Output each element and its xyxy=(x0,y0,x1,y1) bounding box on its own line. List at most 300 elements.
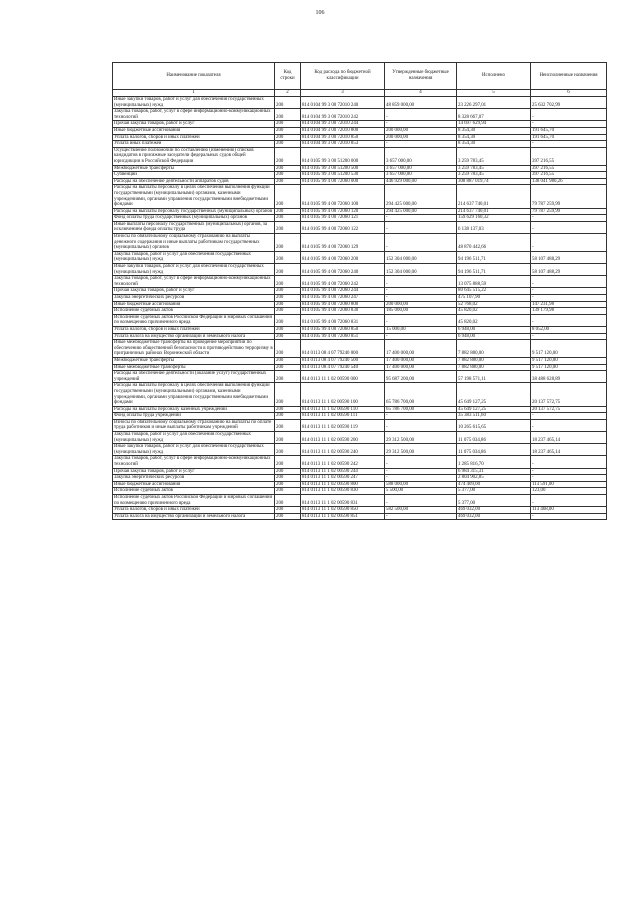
row-unexecuted-amount: 397 216,55 xyxy=(531,165,607,172)
table-row xyxy=(113,141,607,148)
row-indicator-name: Фонд оплаты труда государственных (муниципальных) органов xyxy=(113,215,275,222)
row-unexecuted-amount: 9 517 120,00 xyxy=(531,364,607,371)
column-number: 1 xyxy=(113,90,275,97)
row-budget-code: 814 0104 99 3 00 72010 244 xyxy=(301,121,385,128)
row-indicator-name: Иные межбюджетные трансферты xyxy=(113,364,275,371)
column-number: 2 xyxy=(275,90,301,97)
row-indicator-name: Иные выплаты персоналу государственных (муниципальных) органов, за исключением фонда оплаты труда xyxy=(113,221,275,233)
row-executed-amount: 7 882 880,00 xyxy=(457,357,531,364)
row-budget-code: 814 0105 99 4 00 72060 240 xyxy=(301,264,385,276)
row-executed-amount: 45 649 127,25 xyxy=(457,406,531,413)
table-row xyxy=(113,251,607,263)
row-line-code: 200 xyxy=(275,185,301,208)
row-budget-code: 814 0113 11 1 02 00590 800 xyxy=(301,481,385,488)
row-approved-amount: 588 000,00 xyxy=(385,481,457,488)
table-row xyxy=(113,371,607,383)
row-indicator-name: Взносы по обязательному социальному страхованию на выплаты по оплате труда работников и иные выплаты работникам учреждений xyxy=(113,419,275,431)
row-budget-code: 814 0113 11 1 02 00590 850 xyxy=(301,507,385,514)
row-indicator-name: Уплата иных платежей xyxy=(113,141,275,148)
row-indicator-name: Иные закупки товаров, работ и услуг для обеспечения государственных (муниципальных) нужд xyxy=(113,264,275,276)
row-unexecuted-amount: 113 468,00 xyxy=(531,507,607,514)
row-budget-code: 814 0105 99 4 00 72060 242 xyxy=(301,276,385,288)
row-unexecuted-amount: - xyxy=(531,234,607,252)
row-line-code: 200 xyxy=(275,221,301,233)
row-unexecuted-amount: 20 137 572,75 xyxy=(531,406,607,413)
row-budget-code: 814 0113 11 1 02 00590 244 xyxy=(301,468,385,475)
row-unexecuted-amount: 79 787 259,99 xyxy=(531,185,607,208)
row-executed-amount: 45 820,02 xyxy=(457,308,531,315)
row-budget-code: 814 0113 11 1 02 00590 119 xyxy=(301,419,385,431)
row-budget-code: 814 0105 99 4 00 72060 244 xyxy=(301,288,385,295)
table-row xyxy=(113,127,607,134)
row-approved-amount: 17 400 000,00 xyxy=(385,340,457,358)
row-budget-code: 814 0113 11 1 02 00590 851 xyxy=(301,513,385,520)
table-row xyxy=(113,488,607,495)
row-indicator-name: Уплата налогов, сборов и иных платежей xyxy=(113,507,275,514)
row-line-code: 200 xyxy=(275,340,301,358)
row-budget-code: 814 0104 99 3 00 72010 800 xyxy=(301,127,385,134)
table-row xyxy=(113,308,607,315)
table-row xyxy=(113,215,607,222)
row-approved-amount: 17 400 000,00 xyxy=(385,364,457,371)
row-approved-amount: - xyxy=(385,314,457,326)
row-executed-amount: 475 107,90 xyxy=(457,295,531,302)
table-row xyxy=(113,495,607,507)
row-indicator-name: Расходы на выплаты персоналу казенных учреждений xyxy=(113,406,275,413)
row-indicator-name: Прочая закупка товаров, работ и услуг xyxy=(113,288,275,295)
row-unexecuted-amount: 8 052,00 xyxy=(531,326,607,333)
table-row xyxy=(113,301,607,308)
row-unexecuted-amount: - xyxy=(531,456,607,468)
row-line-code: 200 xyxy=(275,251,301,263)
row-indicator-name: Иные межбюджетные трансферты на проведение мероприятий по обеспечению общественной безопасности в противодействию терроризму в приграничных районах Воронежской области xyxy=(114,340,273,357)
row-line-code: 200 xyxy=(275,456,301,468)
row-line-code: 200 xyxy=(275,288,301,295)
row-line-code: 200 xyxy=(275,475,301,482)
row-budget-code: 814 0105 99 4 00 72060 120 xyxy=(301,208,385,215)
row-unexecuted-amount: - xyxy=(531,475,607,482)
row-executed-amount: 23 226 297,01 xyxy=(457,97,531,109)
row-line-code: 200 xyxy=(275,276,301,288)
row-executed-amount: 45 649 127,25 xyxy=(457,383,531,406)
row-indicator-name: Уплата налога на имущество организаций и земельного налога xyxy=(113,333,275,340)
row-executed-amount: 3 259 783,45 xyxy=(457,165,531,172)
row-approved-amount: 95 687 200,00 xyxy=(385,371,457,383)
row-approved-amount: 65 786 700,00 xyxy=(385,383,457,406)
row-approved-amount: - xyxy=(385,215,457,222)
row-executed-amount: 7 882 880,00 xyxy=(457,364,531,371)
row-indicator-name: Уплата налогов, сборов и иных платежей xyxy=(113,326,275,333)
row-line-code: 200 xyxy=(275,172,301,179)
row-approved-amount: 294 425 000,00 xyxy=(385,185,457,208)
row-line-code: 200 xyxy=(275,264,301,276)
table-row xyxy=(113,208,607,215)
row-budget-code: 814 0113 11 1 02 00590 000 xyxy=(301,371,385,383)
row-executed-amount: 3 259 783,45 xyxy=(457,147,531,165)
table-row xyxy=(113,185,607,208)
row-line-code: 200 xyxy=(275,234,301,252)
row-indicator-name: Иные бюджетные ассигнования xyxy=(113,301,275,308)
row-budget-code: 814 0113 08 4 07 79240 500 xyxy=(301,357,385,364)
row-unexecuted-amount: - xyxy=(531,314,607,326)
row-line-code: 200 xyxy=(275,432,301,444)
row-line-code: 200 xyxy=(275,215,301,222)
row-approved-amount: 29 312 500,00 xyxy=(385,444,457,456)
row-budget-code: 814 0105 99 4 00 72060 830 xyxy=(301,308,385,315)
row-approved-amount: - xyxy=(385,276,457,288)
row-budget-code: 814 0105 99 4 00 72060 121 xyxy=(301,215,385,222)
table-body xyxy=(113,97,607,520)
row-approved-amount: 3 657 000,00 xyxy=(385,172,457,179)
row-approved-amount: 5 500,00 xyxy=(385,488,457,495)
row-indicator-name: Иные закупки товаров, работ и услуг для обеспечения государственных (муниципальных) нужд xyxy=(113,97,275,109)
table-row xyxy=(113,456,607,468)
row-executed-amount: 6 138 137,03 xyxy=(457,221,531,233)
row-budget-code: 814 0104 99 3 00 72010 853 xyxy=(301,141,385,148)
row-unexecuted-amount: 138 041 980,26 xyxy=(531,178,607,185)
table-row xyxy=(113,326,607,333)
row-executed-amount: 35 383 511,60 xyxy=(457,413,531,420)
row-approved-amount: - xyxy=(385,413,457,420)
row-approved-amount: 200 000,00 xyxy=(385,127,457,134)
row-approved-amount: 582 500,00 xyxy=(385,507,457,514)
row-line-code: 200 xyxy=(275,165,301,172)
row-approved-amount: 185 000,00 xyxy=(385,308,457,315)
row-unexecuted-amount: 58 107 488,29 xyxy=(531,264,607,276)
page-number: 106 xyxy=(315,10,325,16)
row-unexecuted-amount: 113 591,00 xyxy=(531,481,607,488)
column-number: 5 xyxy=(457,90,531,97)
row-line-code: 200 xyxy=(275,371,301,383)
column-number-row xyxy=(113,90,607,97)
table-row xyxy=(113,406,607,413)
row-indicator-name: Исполнение судебных актов Российской Федерации и мировых соглашений по возмещению причиненного вреда xyxy=(113,495,275,507)
row-unexecuted-amount: 18 237 465,14 xyxy=(531,444,607,456)
row-budget-code: 814 0105 99 4 00 72060 247 xyxy=(301,295,385,302)
row-budget-code: 814 0104 99 3 00 72010 240 xyxy=(301,97,385,109)
row-line-code: 200 xyxy=(275,495,301,507)
row-unexecuted-amount: - xyxy=(531,295,607,302)
table-row xyxy=(113,97,607,109)
row-executed-amount: 8 354,30 xyxy=(457,141,531,148)
row-indicator-name: Расходы на выплаты персоналу в целях обеспечения выполнения функций государственными (муниципальными) органами, казенными учреждениями, органами управления государственными внебюджетными фондами xyxy=(113,185,275,208)
column-number: 4 xyxy=(385,90,457,97)
row-budget-code: 814 0104 99 3 00 72010 850 xyxy=(301,134,385,141)
header-unexecuted: Неисполненные назначения xyxy=(531,63,607,90)
row-approved-amount: 152 304 000,00 xyxy=(385,264,457,276)
row-line-code: 200 xyxy=(275,488,301,495)
row-line-code: 200 xyxy=(275,513,301,520)
row-executed-amount: 474 409,00 xyxy=(457,481,531,488)
table-row xyxy=(113,178,607,185)
table-row xyxy=(113,221,607,233)
row-executed-amount: 214 637 740,01 xyxy=(457,208,531,215)
table-row xyxy=(113,513,607,520)
row-line-code: 200 xyxy=(275,383,301,406)
row-budget-code: 814 0105 99 4 00 72060 100 xyxy=(301,185,385,208)
row-line-code: 200 xyxy=(275,444,301,456)
row-unexecuted-amount: 397 216,55 xyxy=(531,172,607,179)
row-executed-amount: 45 820,02 xyxy=(457,314,531,326)
table-row xyxy=(113,165,607,172)
row-indicator-name: Иные закупки товаров, работ и услуг для обеспечения государственных (муниципальных) нужд xyxy=(113,444,275,456)
row-indicator-name: Закупка товаров, работ и услуг для обеспечения государственных (муниципальных) нужд xyxy=(113,432,275,444)
row-unexecuted-amount: - xyxy=(531,276,607,288)
row-approved-amount: 15 000,00 xyxy=(385,326,457,333)
row-budget-code: 814 0113 11 1 02 00590 242 xyxy=(301,456,385,468)
row-approved-amount: - xyxy=(385,456,457,468)
row-indicator-name: Закупка товаров, работ и услуг для обеспечения государственных (муниципальных) нужд xyxy=(113,251,275,263)
row-indicator-name: Расходы на обеспечение деятельности (оказание услуг) государственных учреждений xyxy=(113,371,275,383)
row-line-code: 200 xyxy=(275,127,301,134)
row-line-code: 200 xyxy=(275,208,301,215)
row-executed-amount: 5 377,00 xyxy=(457,488,531,495)
table-row xyxy=(113,475,607,482)
row-approved-amount: 48 859 000,00 xyxy=(385,97,457,109)
header-line-code: Код строки xyxy=(275,63,301,90)
row-approved-amount: - xyxy=(385,109,457,121)
row-line-code: 200 xyxy=(275,147,301,165)
table-row xyxy=(113,295,607,302)
row-unexecuted-amount: - xyxy=(531,513,607,520)
row-unexecuted-amount: 147 231,98 xyxy=(531,301,607,308)
row-unexecuted-amount: - xyxy=(531,333,607,340)
table-row xyxy=(113,481,607,488)
row-unexecuted-amount: - xyxy=(531,419,607,431)
row-approved-amount: - xyxy=(385,495,457,507)
row-executed-amount: 308 887 019,74 xyxy=(457,178,531,185)
row-line-code: 200 xyxy=(275,308,301,315)
row-approved-amount: 200 000,00 xyxy=(385,134,457,141)
row-line-code: 200 xyxy=(275,301,301,308)
row-unexecuted-amount: 191 645,70 xyxy=(531,127,607,134)
table-row xyxy=(113,357,607,364)
row-approved-amount: 294 425 000,00 xyxy=(385,208,457,215)
row-budget-code: 814 0105 99 4 00 72060 831 xyxy=(301,314,385,326)
row-approved-amount: - xyxy=(385,221,457,233)
row-budget-code: 814 0113 08 4 07 79240 000 xyxy=(301,340,385,358)
row-indicator-name: Иные бюджетные ассигнования xyxy=(113,481,275,488)
row-unexecuted-amount: - xyxy=(531,221,607,233)
row-line-code: 200 xyxy=(275,333,301,340)
row-indicator-name: Расходы на выплаты персоналу государственных (муниципальных) органов xyxy=(113,208,275,215)
row-executed-amount: 3 259 783,45 xyxy=(457,172,531,179)
table-row xyxy=(113,413,607,420)
table-row xyxy=(113,383,607,406)
row-line-code: 200 xyxy=(275,507,301,514)
table-row xyxy=(113,444,607,456)
row-unexecuted-amount: - xyxy=(531,288,607,295)
row-indicator-name: Фонд оплаты труда учреждений xyxy=(113,413,275,420)
row-unexecuted-amount: 9 517 120,00 xyxy=(531,340,607,358)
row-indicator-name: Расходы на выплаты персоналу в целях обеспечения выполнения функций государственными (муниципальными) органами, казенными учреждениями, органами управления государственными внебюджетными фондами xyxy=(113,383,275,406)
row-indicator-name: Закупка энергетических ресурсов xyxy=(113,295,275,302)
header-executed: Исполнено xyxy=(457,63,531,90)
row-line-code: 200 xyxy=(275,481,301,488)
table-row xyxy=(113,109,607,121)
budget-execution-table xyxy=(112,62,607,520)
table-row xyxy=(113,333,607,340)
row-budget-code: 814 0113 11 1 02 00590 240 xyxy=(301,444,385,456)
row-approved-amount: 152 304 000,00 xyxy=(385,251,457,263)
row-budget-code: 814 0104 99 3 00 72010 242 xyxy=(301,109,385,121)
row-executed-amount: 94 196 511,71 xyxy=(457,264,531,276)
row-executed-amount: 6 948,00 xyxy=(457,326,531,333)
row-executed-amount: 57 198 571,11 xyxy=(457,371,531,383)
table-row xyxy=(113,419,607,431)
table-row xyxy=(113,432,607,444)
row-approved-amount: 446 929 000,00 xyxy=(385,178,457,185)
row-indicator-name: Иные бюджетные ассигнования xyxy=(113,127,275,134)
row-approved-amount: - xyxy=(385,333,457,340)
row-line-code: 200 xyxy=(275,141,301,148)
row-indicator-name: Закупка товаров, работ, услуг в сфере информационно-коммуникационных технологий xyxy=(113,109,275,121)
row-executed-amount: 8 354,30 xyxy=(457,127,531,134)
table-row xyxy=(113,147,607,165)
row-budget-code: 814 0113 11 1 02 00590 830 xyxy=(301,488,385,495)
row-budget-code: 814 0113 11 1 02 00590 200 xyxy=(301,432,385,444)
table-row xyxy=(113,134,607,141)
row-unexecuted-amount: - xyxy=(531,141,607,148)
column-number: 6 xyxy=(531,90,607,97)
row-unexecuted-amount: 397 216,55 xyxy=(531,147,607,165)
row-line-code: 200 xyxy=(275,468,301,475)
row-executed-amount: 1 285 816,70 xyxy=(457,456,531,468)
row-approved-amount: - xyxy=(385,513,457,520)
row-unexecuted-amount: 38 488 628,89 xyxy=(531,371,607,383)
row-unexecuted-amount: 25 632 702,99 xyxy=(531,97,607,109)
column-number: 3 xyxy=(301,90,385,97)
row-approved-amount: 17 400 000,00 xyxy=(385,357,457,364)
row-unexecuted-amount: 58 107 488,29 xyxy=(531,251,607,263)
row-unexecuted-amount: - xyxy=(531,121,607,128)
row-line-code: 200 xyxy=(275,134,301,141)
row-budget-code: 814 0105 99 3 00 51200 500 xyxy=(301,165,385,172)
row-executed-amount: 11 075 034,86 xyxy=(457,444,531,456)
row-executed-amount: 80 645 515,22 xyxy=(457,288,531,295)
row-unexecuted-amount: 191 645,70 xyxy=(531,134,607,141)
row-budget-code: 814 0113 11 1 02 00590 247 xyxy=(301,475,385,482)
row-approved-amount: - xyxy=(385,288,457,295)
row-executed-amount: 94 196 511,71 xyxy=(457,251,531,263)
row-executed-amount: 7 882 880,00 xyxy=(457,340,531,358)
row-indicator-name: Закупка товаров, работ, услуг в сфере информационно-коммуникационных технологий xyxy=(113,456,275,468)
row-indicator-name: Исполнение судебных актов xyxy=(113,488,275,495)
row-line-code: 200 xyxy=(275,357,301,364)
row-executed-amount: 13 075 888,59 xyxy=(457,276,531,288)
row-approved-amount: - xyxy=(385,121,457,128)
row-budget-code: 814 0105 99 4 00 72060 800 xyxy=(301,301,385,308)
row-executed-amount: 2 804 902,85 xyxy=(457,475,531,482)
row-indicator-name: Исполнение судебных актов Российской Федерации и мировых соглашений по возмещению причиненного вреда xyxy=(113,314,275,326)
row-executed-amount: 8 328 667,07 xyxy=(457,109,531,121)
table-row xyxy=(113,234,607,252)
row-indicator-name: Межбюджетные трансферты xyxy=(113,165,275,172)
row-line-code: 200 xyxy=(275,314,301,326)
row-budget-code: 814 0113 11 1 02 00590 100 xyxy=(301,383,385,406)
row-executed-amount: 5 377,00 xyxy=(457,495,531,507)
row-budget-code: 814 0113 11 1 02 00590 110 xyxy=(301,406,385,413)
row-budget-code: 814 0105 99 4 00 72060 000 xyxy=(301,178,385,185)
table-row xyxy=(113,264,607,276)
table-row xyxy=(113,340,607,358)
row-budget-code: 814 0113 08 4 07 79240 540 xyxy=(301,364,385,371)
row-budget-code: 814 0105 99 4 00 72060 200 xyxy=(301,251,385,263)
row-line-code: 200 xyxy=(275,326,301,333)
row-budget-code: 814 0105 99 4 00 72060 850 xyxy=(301,326,385,333)
row-executed-amount: 469 032,00 xyxy=(457,513,531,520)
table-header-row xyxy=(113,63,607,90)
row-line-code: 200 xyxy=(275,413,301,420)
row-unexecuted-amount: 123,00 xyxy=(531,488,607,495)
row-executed-amount: 48 870 442,66 xyxy=(457,234,531,252)
row-indicator-name: Закупка товаров, работ, услуг в сфере информационно-коммуникационных технологий xyxy=(113,276,275,288)
row-line-code: 200 xyxy=(275,178,301,185)
row-unexecuted-amount: - xyxy=(531,109,607,121)
row-executed-amount: 14 697 629,94 xyxy=(457,121,531,128)
row-line-code: 200 xyxy=(275,419,301,431)
row-indicator-name: Межбюджетные трансферты xyxy=(113,357,275,364)
row-unexecuted-amount: - xyxy=(531,413,607,420)
row-executed-amount: 52 768,02 xyxy=(457,301,531,308)
table-row xyxy=(113,314,607,326)
row-approved-amount: - xyxy=(385,234,457,252)
row-approved-amount: - xyxy=(385,295,457,302)
row-line-code: 200 xyxy=(275,364,301,371)
row-executed-amount: 6 984 315,31 xyxy=(457,468,531,475)
table-row xyxy=(113,121,607,128)
header-budget-code: Код расхода по бюджетной классификации xyxy=(301,63,385,90)
row-approved-amount: 200 000,00 xyxy=(385,301,457,308)
row-executed-amount: 11 075 034,86 xyxy=(457,432,531,444)
row-approved-amount: 29 312 500,00 xyxy=(385,432,457,444)
row-unexecuted-amount: 18 237 465,14 xyxy=(531,432,607,444)
row-indicator-name: Исполнение судебных актов xyxy=(113,308,275,315)
row-executed-amount: 8 354,30 xyxy=(457,134,531,141)
row-indicator-name: Уплата налога на имущество организаций и земельного налога xyxy=(113,513,275,520)
header-approved: Утвержденные бюджетные назначения xyxy=(385,63,457,90)
row-executed-amount: 10 265 615,65 xyxy=(457,419,531,431)
row-unexecuted-amount: 9 517 120,00 xyxy=(531,357,607,364)
row-budget-code: 814 0113 11 1 02 00590 831 xyxy=(301,495,385,507)
table-row xyxy=(113,276,607,288)
row-executed-amount: 6 948,00 xyxy=(457,333,531,340)
row-unexecuted-amount: - xyxy=(531,468,607,475)
row-unexecuted-amount: 139 179,98 xyxy=(531,308,607,315)
row-approved-amount: - xyxy=(385,419,457,431)
row-approved-amount: - xyxy=(385,475,457,482)
row-executed-amount: 469 032,00 xyxy=(457,507,531,514)
row-indicator-name: Уплата налогов, сборов и иных платежей xyxy=(113,134,275,141)
row-approved-amount: - xyxy=(385,468,457,475)
row-indicator-name: Прочая закупка товаров, работ и услуг xyxy=(113,468,275,475)
row-budget-code: 814 0105 99 4 00 72060 129 xyxy=(301,234,385,252)
row-line-code: 200 xyxy=(275,97,301,109)
row-budget-code: 814 0113 11 1 02 00590 111 xyxy=(301,413,385,420)
row-line-code: 200 xyxy=(275,109,301,121)
table-row xyxy=(113,364,607,371)
header-indicator-name: Наименование показателя xyxy=(113,63,275,90)
table-row xyxy=(113,507,607,514)
row-line-code: 200 xyxy=(275,406,301,413)
row-line-code: 200 xyxy=(275,121,301,128)
row-executed-amount: 159 629 160,32 xyxy=(457,215,531,222)
row-indicator-name: Прочая закупка товаров, работ и услуг xyxy=(113,121,275,128)
table-row xyxy=(113,288,607,295)
row-approved-amount: - xyxy=(385,141,457,148)
row-indicator-name: Закупка энергетических ресурсов xyxy=(113,475,275,482)
row-indicator-name: Субвенции xyxy=(113,172,275,179)
